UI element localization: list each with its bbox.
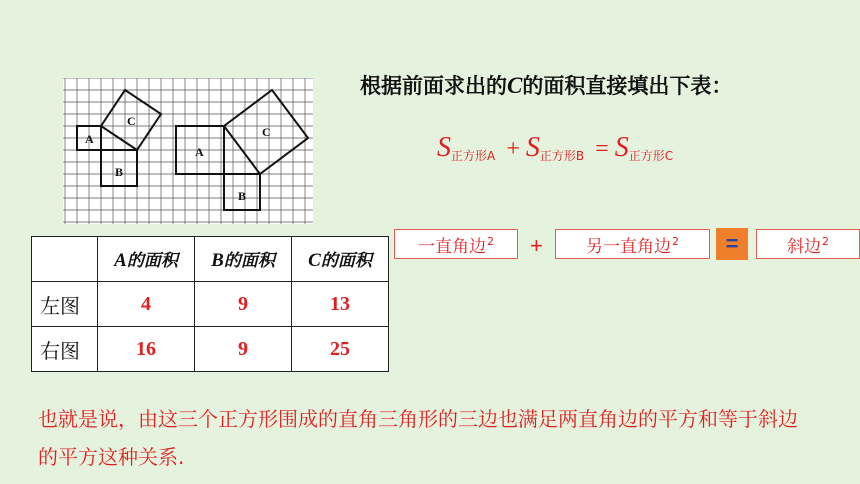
cell-right-a: 16: [98, 327, 195, 372]
row-label-left: 左图: [32, 282, 98, 327]
left-label-b: B: [115, 165, 124, 179]
table-header-row: [32, 237, 389, 282]
header-c-var: C: [308, 250, 321, 271]
instruction-var: C: [507, 73, 523, 98]
header-b-text: 的面积: [223, 251, 275, 271]
equation-plus: +: [530, 233, 543, 258]
instruction-text: [360, 70, 732, 100]
formula-sub-b: 正方形B: [539, 149, 585, 163]
formula-s-a: S: [437, 132, 451, 163]
hyp-square: 2: [822, 235, 829, 248]
header-b: [195, 237, 292, 282]
area-formula: [437, 132, 673, 164]
cell-left-c: 13: [292, 282, 389, 327]
header-a: [98, 237, 195, 282]
formula-sub-c: 正方形C: [628, 149, 674, 163]
leg2-square: 2: [672, 235, 679, 248]
cell-right-c: 25: [292, 327, 389, 372]
left-label-c: C: [127, 114, 136, 128]
formula-s-c: S: [614, 132, 629, 163]
equals-box: =: [716, 228, 748, 260]
area-table: [31, 236, 389, 372]
grid-figure: [63, 78, 315, 226]
cell-left-a: 4: [98, 282, 195, 327]
formula-s-b: S: [525, 132, 540, 163]
formula-plus: +: [506, 136, 520, 162]
table-row: [32, 282, 389, 327]
instruction-before: 根据前面求出的: [360, 74, 507, 98]
right-label-a: A: [195, 145, 204, 159]
leg1-square: 2: [487, 235, 494, 248]
table-corner: [32, 237, 98, 282]
header-b-var: B: [211, 250, 224, 271]
leg2-box: [555, 229, 710, 259]
instruction-after: 的面积直接填出下表：: [522, 74, 733, 98]
leg1-label: 一直角边: [418, 236, 486, 257]
header-c-text: 的面积: [320, 251, 372, 271]
header-a-text: 的面积: [126, 251, 178, 271]
formula-equals: =: [595, 136, 609, 162]
left-label-a: A: [85, 132, 94, 146]
row-label-right: 右图: [32, 327, 98, 372]
cell-right-b: 9: [195, 327, 292, 372]
leg2-label: 另一直角边: [586, 236, 671, 257]
leg1-box: [394, 229, 518, 259]
right-label-c: C: [262, 125, 271, 139]
hyp-box: [756, 229, 860, 259]
header-c: [292, 237, 389, 282]
hyp-label: 斜边: [787, 236, 821, 257]
table-row: [32, 327, 389, 372]
header-a-var: A: [114, 250, 127, 271]
cell-left-b: 9: [195, 282, 292, 327]
conclusion-text: 也就是说，由这三个正方形围成的直角三角形的三边也满足两直角边的平方和等于斜边的平方这种关系.: [38, 407, 798, 469]
right-label-b: B: [238, 189, 247, 203]
formula-sub-a: 正方形A: [451, 149, 496, 163]
